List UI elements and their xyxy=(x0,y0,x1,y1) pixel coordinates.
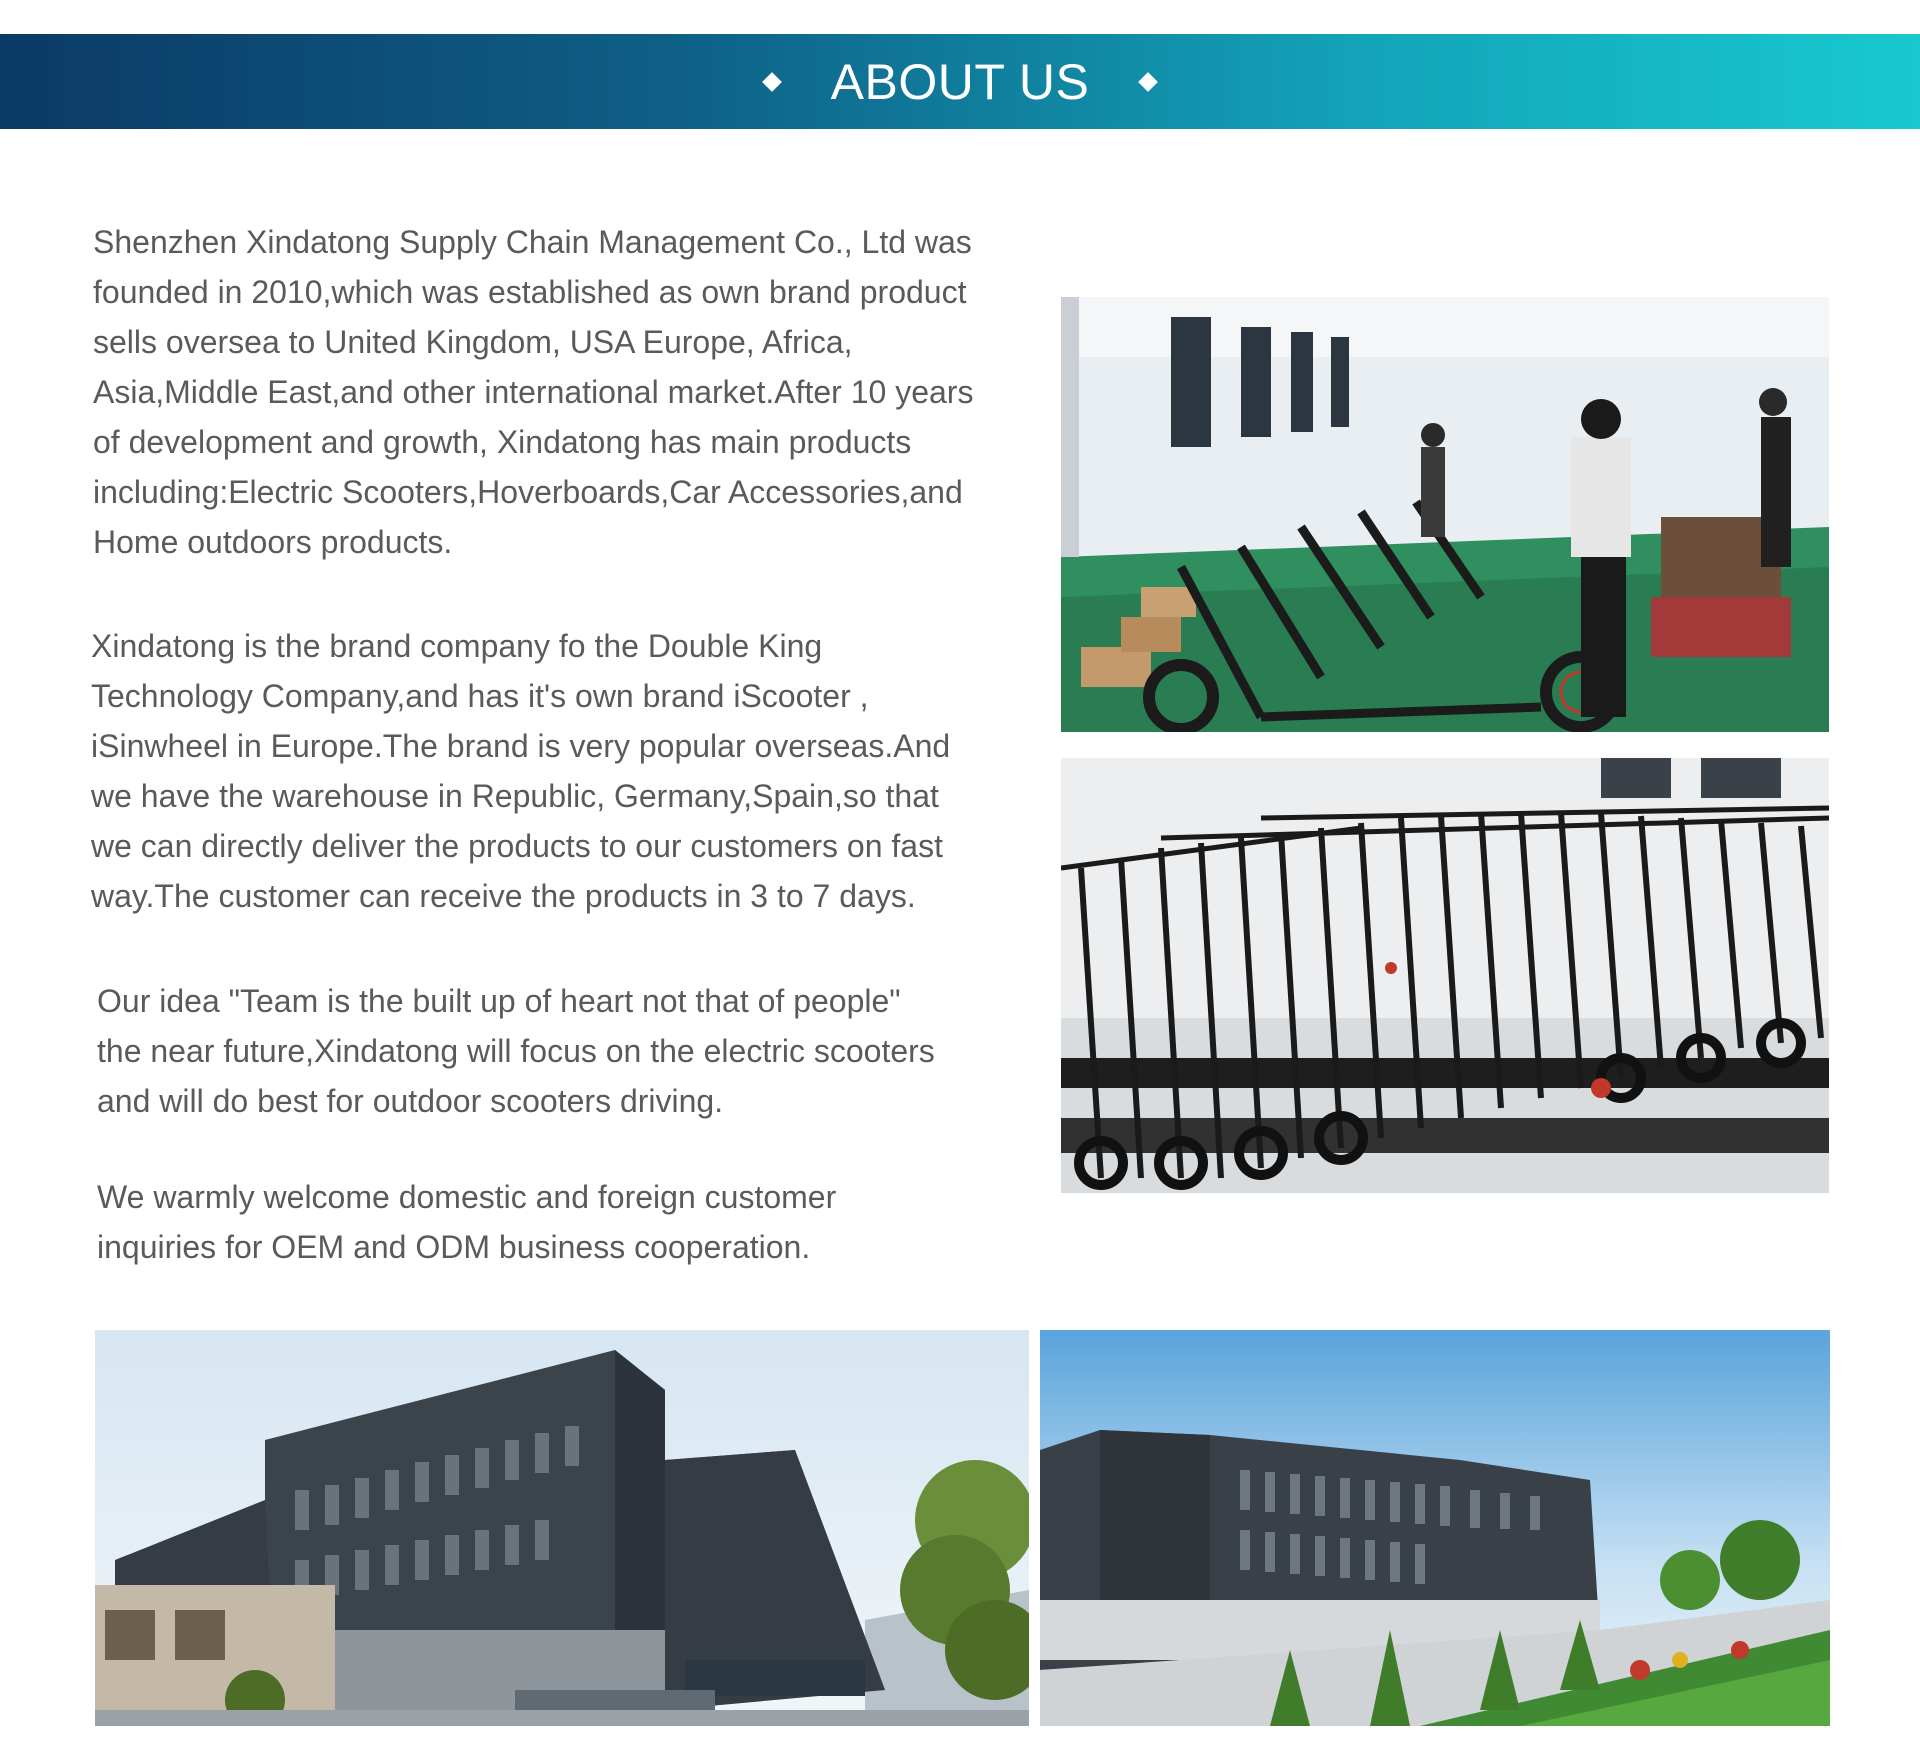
factory-building-photo-1 xyxy=(95,1330,1029,1726)
diamond-left-icon xyxy=(762,72,782,92)
factory-assembly-photo xyxy=(1061,297,1829,732)
factory-building-photo-2 xyxy=(1040,1330,1830,1726)
diamond-right-icon xyxy=(1138,72,1158,92)
welcome-paragraph: We warmly welcome domestic and foreign customer inquiries for OEM and ODM business cooperation. xyxy=(97,1179,837,1265)
brand-paragraph: Xindatong is the brand company fo the Double King Technology Company,and has it's own brand iScooter , iSinwheel in Europe.The brand is very popular overseas.And we have the warehouse in Republic, Germany,Spain,so that we can directly deliver the products to our customers on fast way.The customer can receive the products in 3 to 7 days. xyxy=(91,628,951,914)
about-us-banner xyxy=(0,34,1920,129)
company-intro-paragraph: Shenzhen Xindatong Supply Chain Management Co., Ltd was founded in 2010,which was established as own brand product sells oversea to United Kingdom, USA Europe, Africa, Asia,Middle East,and other international market.After 10 years of development and growth, Xindatong has main products including:Electric Scooters,Hoverboards,Car Accessories,and Home outdoors products. xyxy=(93,224,974,560)
page-title: ABOUT US xyxy=(830,53,1090,110)
idea-paragraph: Our idea "Team is the built up of heart not that of people" the near future,Xindatong will focus on the electric scooters and will do best for outdoor scooters driving. xyxy=(97,983,935,1119)
scooter-warehouse-photo xyxy=(1061,758,1829,1193)
banner-inner xyxy=(765,53,1156,110)
